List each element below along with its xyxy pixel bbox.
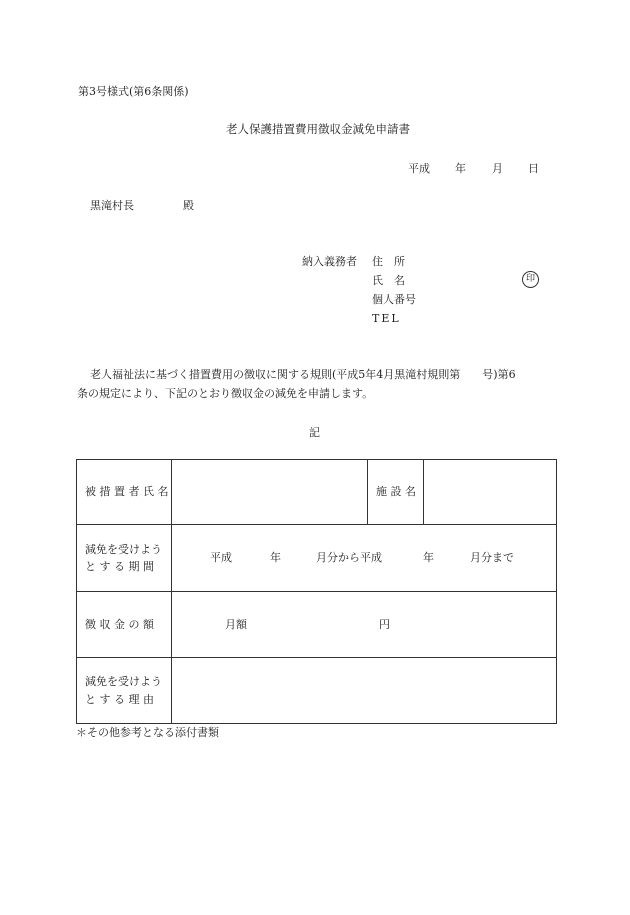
date-month: 月 bbox=[492, 162, 503, 175]
period-month-from: 月分から平成 bbox=[316, 551, 382, 564]
applicant-tel-label: TEL bbox=[372, 312, 401, 325]
facility-name-label: 施 設 名 bbox=[368, 460, 424, 525]
row-reason bbox=[77, 658, 557, 724]
addressee-honorific: 殿 bbox=[183, 199, 194, 212]
footnote: ＊その他参考となる添付書類 bbox=[76, 726, 219, 739]
amount-field[interactable] bbox=[172, 592, 557, 658]
date-day: 日 bbox=[528, 162, 539, 175]
period-year-end: 年 bbox=[423, 551, 434, 564]
recipient-name-label: 被 措 置 者 氏 名 bbox=[77, 460, 172, 525]
form-number: 第3号様式(第6条関係) bbox=[78, 85, 189, 98]
body-text-line1: 老人福祉法に基づく措置費用の徴収に関する規則(平成5年4月黒滝村規則第 号)第6 bbox=[90, 368, 516, 381]
period-label-line1: 減免を受けよう bbox=[85, 542, 162, 556]
applicant-name-label: 氏 名 bbox=[372, 274, 405, 287]
date-year: 年 bbox=[455, 162, 466, 175]
body-text-line2: 条の規定により、下記のとおり徴収金の減免を申請します。 bbox=[77, 387, 374, 400]
period-year-start: 年 bbox=[270, 551, 281, 564]
reason-label bbox=[77, 658, 172, 724]
page-title: 老人保護措置費用徴収金減免申請書 bbox=[226, 122, 410, 136]
period-field[interactable] bbox=[172, 525, 557, 592]
row-recipient bbox=[77, 460, 557, 525]
amount-label: 徴 収 金 の 額 bbox=[77, 592, 172, 658]
ki-heading: 記 bbox=[309, 426, 320, 439]
amount-yen: 円 bbox=[379, 618, 390, 631]
period-label bbox=[77, 525, 172, 592]
row-amount bbox=[77, 592, 557, 658]
period-month-to: 月分まで bbox=[470, 551, 514, 564]
reason-field[interactable] bbox=[172, 658, 557, 724]
application-table bbox=[76, 459, 557, 724]
reason-label-line2: と す る 理 由 bbox=[85, 692, 154, 706]
reason-label-line1: 減免を受けよう bbox=[85, 675, 162, 689]
date-era: 平成 bbox=[408, 162, 430, 175]
seal-mark: 印 bbox=[522, 271, 539, 288]
facility-name-field[interactable] bbox=[424, 460, 557, 525]
addressee-name: 黒滝村長 bbox=[90, 199, 134, 212]
row-period bbox=[77, 525, 557, 592]
applicant-address-label: 住 所 bbox=[372, 255, 405, 268]
recipient-name-field[interactable] bbox=[172, 460, 368, 525]
amount-monthly: 月額 bbox=[225, 618, 247, 631]
period-era-start: 平成 bbox=[210, 551, 232, 564]
applicant-my-number-label: 個人番号 bbox=[372, 293, 416, 306]
applicant-role: 納入義務者 bbox=[302, 255, 357, 268]
period-label-line2: と す る 期 間 bbox=[85, 560, 154, 573]
